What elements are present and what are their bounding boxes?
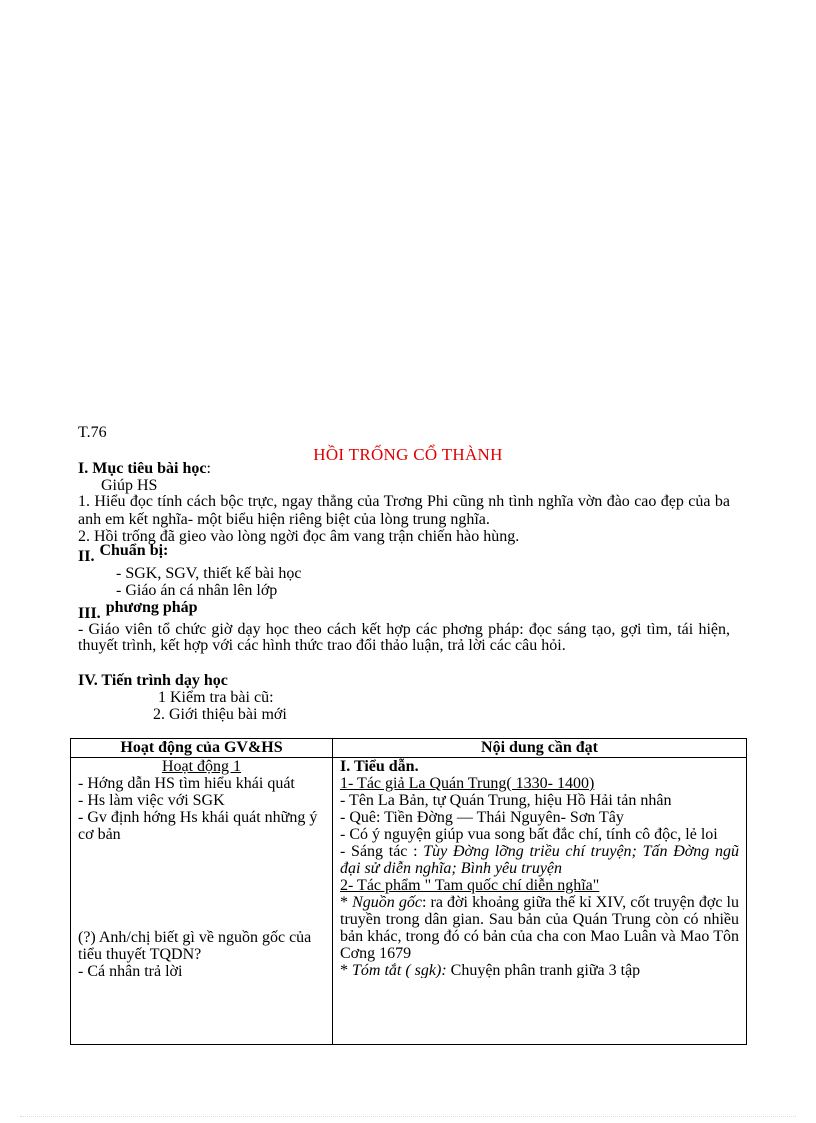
section-1-heading-text: I. Mục tiêu bài học (78, 460, 207, 477)
works-titles: Tùy Đờng lỡng triều chí truyện; Tấn Đờng ngũ đại sử diễn nghĩa; Bình yêu truyện (340, 843, 739, 877)
content-cell (333, 758, 747, 1045)
document-title: HỒI TRỐNG CỔ THÀNH (313, 445, 503, 464)
table-header-row (71, 739, 747, 758)
author-name-line: - Tên La Bản, tự Quán Trung, hiệu Hồ Hải tản nhân (340, 792, 672, 809)
origin-paragraph: * Nguồn gốc: ra đời khoảng giữa thế kỉ XIV, cốt truyện đợc lu truyền trong dân gian. Sau bản của Quán Trung còn có nhiều bản khác, trong đó có bản của cha con Mao Luân và Mao Tôn Cơng 1679 (340, 894, 739, 962)
work-subheading: 2- Tác phẩm " Tam quốc chí diễn nghĩa" (340, 877, 600, 894)
page-footer-divider (20, 1116, 796, 1117)
section-1-intro: Giúp HS (101, 477, 158, 494)
activity-cell (71, 758, 333, 1045)
author-subheading: 1- Tác giả La Quán Trung( 1330- 1400) (340, 775, 595, 792)
section-2-item-2: - Giáo án cá nhân lên lớp (116, 582, 278, 599)
section-2-item-1: - SGK, SGV, thiết kế bài học (116, 565, 302, 582)
author-hometown-line: - Quê: Tiền Đờng — Thái Nguyên- Sơn Tây (340, 809, 624, 826)
section-4-item-2: 2. Giới thiệu bài mới (153, 706, 287, 723)
summary-line: * Tóm tắt ( sgk): Chuyện phân tranh giữa 3 tập (340, 962, 641, 978)
section-3-heading-text: phương pháp (105, 599, 198, 616)
page-code: T.76 (78, 424, 107, 441)
header-teacher-student: Hoạt động của GV&HS (71, 739, 333, 758)
table-row (71, 758, 747, 1045)
works-lead: - Sáng tác : (340, 843, 424, 860)
author-aspiration-line: - Có ý nguyện giúp vua song bất đắc chí, tính cô độc, lẻ loi (340, 826, 718, 843)
section-2-heading-text: Chuẩn bị: (99, 542, 169, 559)
question-line: (?) Anh/chị biết gì về nguồn gốc của tiểu thuyết TQDN? (78, 929, 312, 963)
lesson-table (70, 738, 747, 1045)
section-2-num: II. (78, 548, 95, 565)
activity-title: Hoạt động 1 (161, 758, 242, 775)
answer-line: - Cá nhân trả lời (78, 963, 183, 980)
activity-line-3: - Gv định hớng Hs khái quát những ý cơ bản (78, 809, 318, 843)
section-4-item-1: 1 Kiểm tra bài cũ: (158, 689, 274, 706)
section-3-text: - Giáo viên tổ chức giờ dạy học theo cách kết hợp các phơng pháp: đọc sáng tạo, gợi tìm, tái hiện, thuyết trình, kết hợp với các hình thức trao đổi thảo luận, trả lời các câu hỏi. (78, 621, 730, 654)
summary-label: Tóm tắt ( sgk): (352, 962, 447, 978)
content-heading: I. Tiểu dẫn. (340, 758, 419, 775)
section-3-num: III. (78, 605, 101, 622)
section-1-colon: : (206, 460, 211, 477)
section-4-heading: IV. Tiến trình dạy học (78, 672, 228, 689)
origin-text: : ra đời khoảng giữa thế kỉ XIV, cốt truyện đợc lu truyền trong dân gian. Sau bản của Quán Trung còn có nhiều bản khác, trong đó có bản của cha con Mao Luân và Mao Tôn Cơng 1679 (340, 894, 739, 962)
activity-line-1: - Hớng dẫn HS tìm hiểu khái quát (78, 775, 295, 792)
summary-text: Chuyện phân tranh giữa 3 tập (446, 962, 641, 978)
section-2-heading (78, 542, 169, 566)
header-content: Nội dung cần đạt (333, 739, 747, 758)
section-1-item-1: 1. Hiểu đọc tính cách bộc trực, ngay thẳng của Trơng Phi cũng nh tình nghĩa vờn đào cao đẹp của ba anh em kết nghĩa- một biểu hiện riêng biệt của lòng trung nghĩa. (78, 493, 730, 528)
section-1-heading (78, 460, 211, 478)
section-1-item-2: 2. Hồi trống đã gieo vào lòng ngời đọc âm vang trận chiến hào hùng. (78, 528, 520, 545)
author-works-line (340, 843, 739, 877)
activity-line-2: - Hs làm việc với SGK (78, 792, 225, 809)
origin-label: Nguồn gốc (352, 894, 422, 911)
